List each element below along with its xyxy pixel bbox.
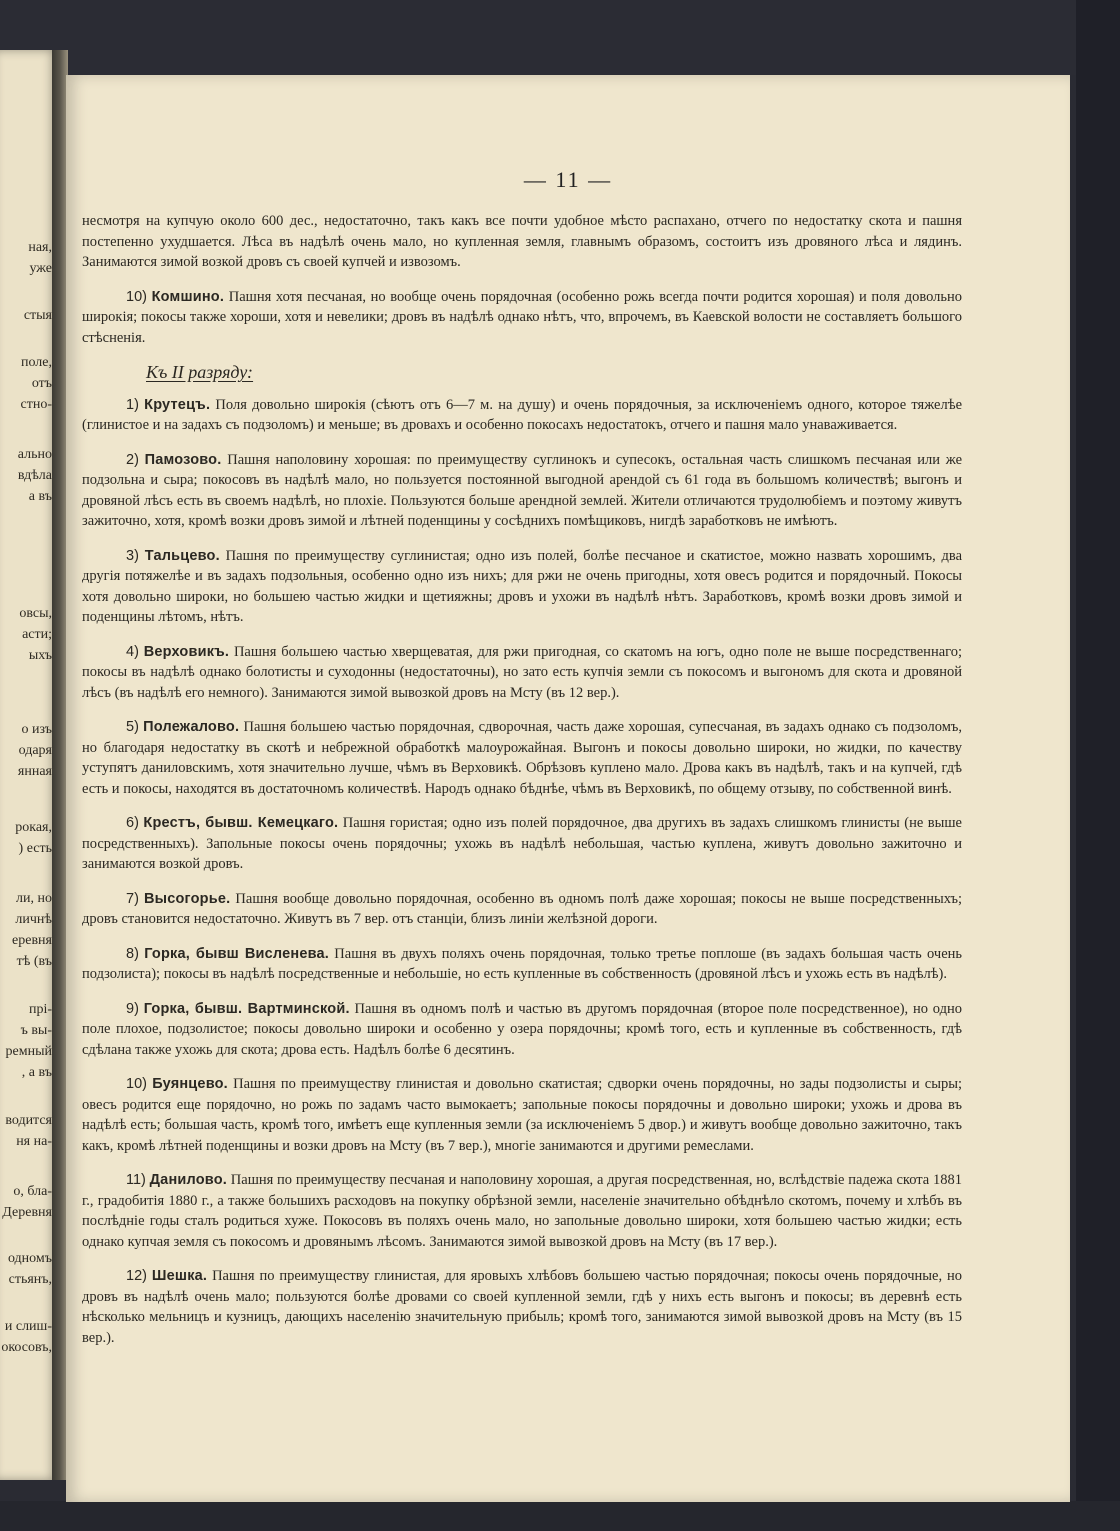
entry-paragraph [82, 642, 962, 704]
left-fragment: стно- [20, 397, 52, 412]
left-fragment: отъ [31, 376, 52, 391]
left-fragment: уже [29, 261, 52, 276]
village-name: Горка, бывш Висленева. [144, 945, 330, 962]
left-fragment: ально [17, 447, 52, 462]
left-fragment: вдѣла [17, 468, 52, 483]
entry-paragraph [82, 813, 962, 875]
left-fragment: рокая, [15, 820, 52, 835]
entry-text: Пашня по преимуществу глинистая и довольно скатистая; сдворки очень порядочны, но зады подзолисты и сыры; овесъ родится еще порядочно, но рожь по задамъ часто вымокаетъ; запольные покосы порядочны и довольно широки; ухожь и дрова въ надѣлѣ есть; большая часть, кромѣ того, имѣетъ еще купленныя земли (за исключеніемъ 5 двор.) и живутъ вообще довольно зажиточно, такъ какъ, кромѣ лѣтней поденщины и возки дровъ на Мсту (въ 7 вер.), многіе занимаются и другими ремеслами. [82, 1076, 962, 1154]
left-fragment: а въ [28, 489, 52, 504]
entry-text: Пашня большею частью порядочная, сдворочная, часть даже хорошая, супесчаная, въ задахъ однако съ подзоломъ, но благодаря недостатку въ скотѣ и небрежной обработкѣ малоурожайная. Выгонъ и покосы довольно широки, но жидки, по качеству уступятъ даниловскимъ, хотя значительно лучше, чѣмъ въ Верховикѣ. Обрѣзовъ куплено мало. Дрова какъ въ надѣлѣ, такъ и на купчей, гдѣ есть и покосы, находятся въ достаточномъ количествѣ. Народъ однако бѣднѣе, чѣмъ въ Верховикѣ, по общему отзыву, по собственной винѣ. [82, 719, 963, 797]
entry-paragraph [82, 1170, 962, 1252]
left-fragment: , а въ [21, 1065, 52, 1080]
entry-text: Пашня въ одномъ полѣ и частью въ другомъ порядочная (второе поле посредственное), но одно поле плохое, подзолистое; покосы довольно широки и особенно у озера порядочны; кромѣ того, есть и купленные въ собственность, гдѣ сдѣлана также ухожь для скота; дрова есть. Надѣлъ болѣе 6 десятинъ. [82, 1000, 962, 1058]
scan-background-bottom [0, 1501, 1120, 1531]
entry-paragraph [82, 1266, 962, 1348]
left-fragment: стьянъ, [8, 1272, 52, 1287]
left-fragment: водится [5, 1113, 52, 1128]
left-fragment: стыя [23, 308, 52, 323]
left-fragment: и слиш- [4, 1319, 52, 1334]
entry-number: 3) [126, 547, 139, 564]
left-fragment: Деревня [2, 1205, 52, 1220]
entry-number: 8) [126, 945, 139, 962]
entry-number: 10) [126, 1076, 147, 1092]
left-fragment: янная [17, 764, 52, 779]
left-fragment: о изъ [21, 722, 52, 737]
entry-text: Пашня большею частью хверщеватая, для ржи пригодная, со скатомъ на югъ, одно поле не выше посредственнаго; покосы въ надѣлѣ однако болотисты и суходонны (недостаточны), но зато есть купчія земли съ покосомъ и выгономъ для скота и дровяной лѣсъ (въ надѣлѣ его немного). Занимаются зимой вывозкой дровъ на Мсту (въ 12 вер.). [82, 643, 963, 701]
left-fragment: окосовъ, [1, 1340, 52, 1355]
document-page [66, 75, 1070, 1502]
entry-number: 10) [126, 288, 147, 305]
left-fragment: овсы, [19, 606, 52, 621]
entry-paragraph [82, 944, 962, 985]
entry-text: Пашня по преимуществу глинистая, для яровыхъ хлѣбовъ большею частью порядочная; покосы очень порядочные, но дровъ въ надѣлѣ очень мало; пользуются болѣе дровами со своей купленной земли, гдѣ у нихъ есть выгонъ и покосы; въ деревнѣ есть нѣсколько мельницъ и кузницъ, дающихъ населенію значительную прибыль; кромѣ того, занимаются зимой вывозкой дровъ на Мсту (въ 15 вер.). [82, 1268, 962, 1346]
entry-number: 9) [126, 1000, 139, 1017]
entry-number: 5) [126, 719, 139, 735]
entry-paragraph [82, 395, 962, 436]
left-fragment: ъ вы- [20, 1023, 52, 1038]
village-name: Горка, бывш. Вартминской. [143, 1000, 350, 1017]
entry-number: 7) [126, 890, 139, 907]
entry-paragraph [82, 889, 962, 930]
entries-list [82, 395, 962, 1349]
village-name: Шешка. [151, 1268, 208, 1284]
left-fragment: личнѣ [15, 912, 52, 927]
left-fragment: ыхъ [28, 648, 52, 663]
village-name: Буянцево. [152, 1076, 228, 1092]
entry-number: 2) [126, 451, 139, 468]
village-name: Памозово. [144, 451, 222, 468]
entry-text: Пашня вообще довольно порядочная, особенно въ одномъ полѣ даже хорошая; покосы не выше посредственныхъ; дровъ становится недостаточно. Живутъ въ 7 вер. отъ станціи, близъ линіи желѣзной дороги. [82, 890, 963, 927]
entry-paragraph [82, 450, 962, 532]
entry-number: 1) [126, 396, 139, 413]
entry-text: Пашня наполовину хорошая: по преимуществу суглинокъ и супесокъ, остальная часть слишкомъ песчаная или же подзольна и сыра; покосовъ въ надѣлѣ мало, но пользуется постоянной выгодной арендой съ 61 года въ большомъ количествѣ; выгонъ и дровяной лѣсъ есть въ своемъ надѣлѣ, но плохіе. Пользуются больше арендной землей. Жители отличаются трудолюбіемъ и поэтому живутъ зажиточно, хотя, кромѣ возки дровъ зимой и лѣтней поденщины у сосѣднихъ помѣщиковъ, нигдѣ заработковъ не имѣютъ. [82, 451, 963, 529]
page-content [82, 211, 962, 1362]
village-name: Высогорье. [143, 890, 231, 907]
entry-number: 12) [126, 1268, 147, 1284]
village-name: Верховикъ. [143, 643, 230, 660]
left-fragment: ня на- [16, 1134, 52, 1149]
left-fragment: одномъ [7, 1251, 52, 1266]
left-fragment: ремный [5, 1044, 52, 1059]
entry-paragraph [82, 999, 962, 1061]
entry-text: Пашня хотя песчаная, но вообще очень порядочная (особенно рожь всегда почти родится хорошая) и поля довольно широкія; покосы также хороши, хотя и невелики; дровъ въ надѣлѣ однако нѣтъ, что, впрочемъ, въ Каевской волости не составляетъ большого стѣсненія. [82, 288, 963, 346]
village-name: Крестъ, бывш. Кемецкаго. [143, 815, 339, 831]
entry-paragraph [82, 287, 962, 349]
left-fragment: ная, [28, 240, 52, 255]
village-name: Полежалово. [143, 719, 240, 735]
left-fragment: еревня [12, 933, 52, 948]
entry-text: Пашня гористая; одно изъ полей порядочное, два другихъ въ задахъ слишкомъ глинисты (не выше посредственныхъ). Запольные покосы очень порядочны; ухожь въ надѣлѣ небольшая, частью куплена, живутъ довольно зажиточно и занимаются возкой дровъ. [82, 815, 962, 872]
entry-number: 4) [126, 643, 139, 660]
intro-paragraph: несмотря на купчую около 600 дес., недостаточно, такъ какъ все почти удобное мѣсто распахано, отчего по недостатку скота и пашня постепенно ухудшается. Лѣса въ надѣлѣ очень мало, но купленная земля, главнымъ образомъ, состоитъ изъ дровяного лѣса и лядинъ. Занимаются зимой возкой дровъ съ своей купчей и извозомъ. [82, 213, 962, 270]
entry-paragraph [82, 1074, 962, 1156]
village-name: Тальцево. [144, 547, 220, 564]
left-fragment: тѣ (въ [16, 954, 52, 969]
left-fragment: поле, [20, 355, 52, 370]
entry-text: Пашня по преимуществу песчаная и наполовину хорошая, а другая посредственная, но, вслѣдствіе падежа скота 1881 г., градобитія 1880 г., а также большихъ расходовъ на покупку обрѣзной земли, населеніе значительно обѣднѣло скотомъ, почему и хлѣбъ въ послѣдніе годы сталъ родиться хуже. Покосовъ въ поляхъ очень мало, но запольные довольно широки, хотя большею частью жидки; есть однако купчая земля съ покосомъ и дровянымъ лѣсомъ. Занимаются зимой вывозкой дровъ на Мсту (въ 17 вер.). [82, 1172, 962, 1250]
entry-paragraph [82, 546, 962, 628]
page-number: — 11 — [523, 167, 613, 192]
village-name: Данилово. [149, 1172, 228, 1188]
left-fragment: о, бла- [13, 1184, 52, 1199]
left-fragment: асти; [22, 627, 52, 642]
left-fragment: ) есть [18, 841, 52, 856]
village-name: Комшино. [151, 288, 225, 305]
entry-text: Пашня по преимуществу суглинистая; одно изъ полей, болѣе песчаное и скатистое, можно назвать хорошимъ, два другія потяжелѣе и въ задахъ подзольныя, особенно одно изъ нихъ; для ржи не очень пригодны, хотя овесъ родится и порядочный. Покосы хотя довольно широки, но большею частью жидки и щетияжны; дровъ и ухожи въ надѣлѣ нѣтъ. Заработковъ, кромѣ возки дровъ зимой и поденщины лѣтомъ, нѣтъ. [82, 547, 963, 625]
section-heading: Къ II разряду: [146, 362, 254, 382]
left-fragment: одаря [18, 743, 52, 758]
entry-number: 6) [126, 815, 139, 831]
entry-text: Пашня въ двухъ поляхъ очень порядочная, только третье поплоше (въ задахъ большая часть очень подзолиста); покосы въ надѣлѣ посредственные и небольшіе, но есть купленные въ собственность (дровяной лѣсъ и ухожь есть въ надѣлѣ). [82, 945, 963, 982]
left-page-edge [0, 50, 58, 1480]
scan-background-top [0, 0, 1120, 75]
entry-text: Поля довольно широкія (сѣютъ отъ 6—7 м. на душу) и очень порядочныя, за исключеніемъ одного, которое тяжелѣе (глинистое и на задахъ съ подзоломъ) и меньше; въ дровахъ и особенно покосахъ недостатокъ, отчего и пашня мало унаваживается. [82, 396, 963, 433]
entry-number: 11) [126, 1172, 146, 1188]
scan-background-right [1076, 0, 1120, 1531]
entry-paragraph [82, 717, 962, 799]
village-name: Крутецъ. [144, 396, 211, 413]
left-fragment: ли, но [16, 891, 52, 906]
left-fragment: прі- [28, 1002, 52, 1017]
